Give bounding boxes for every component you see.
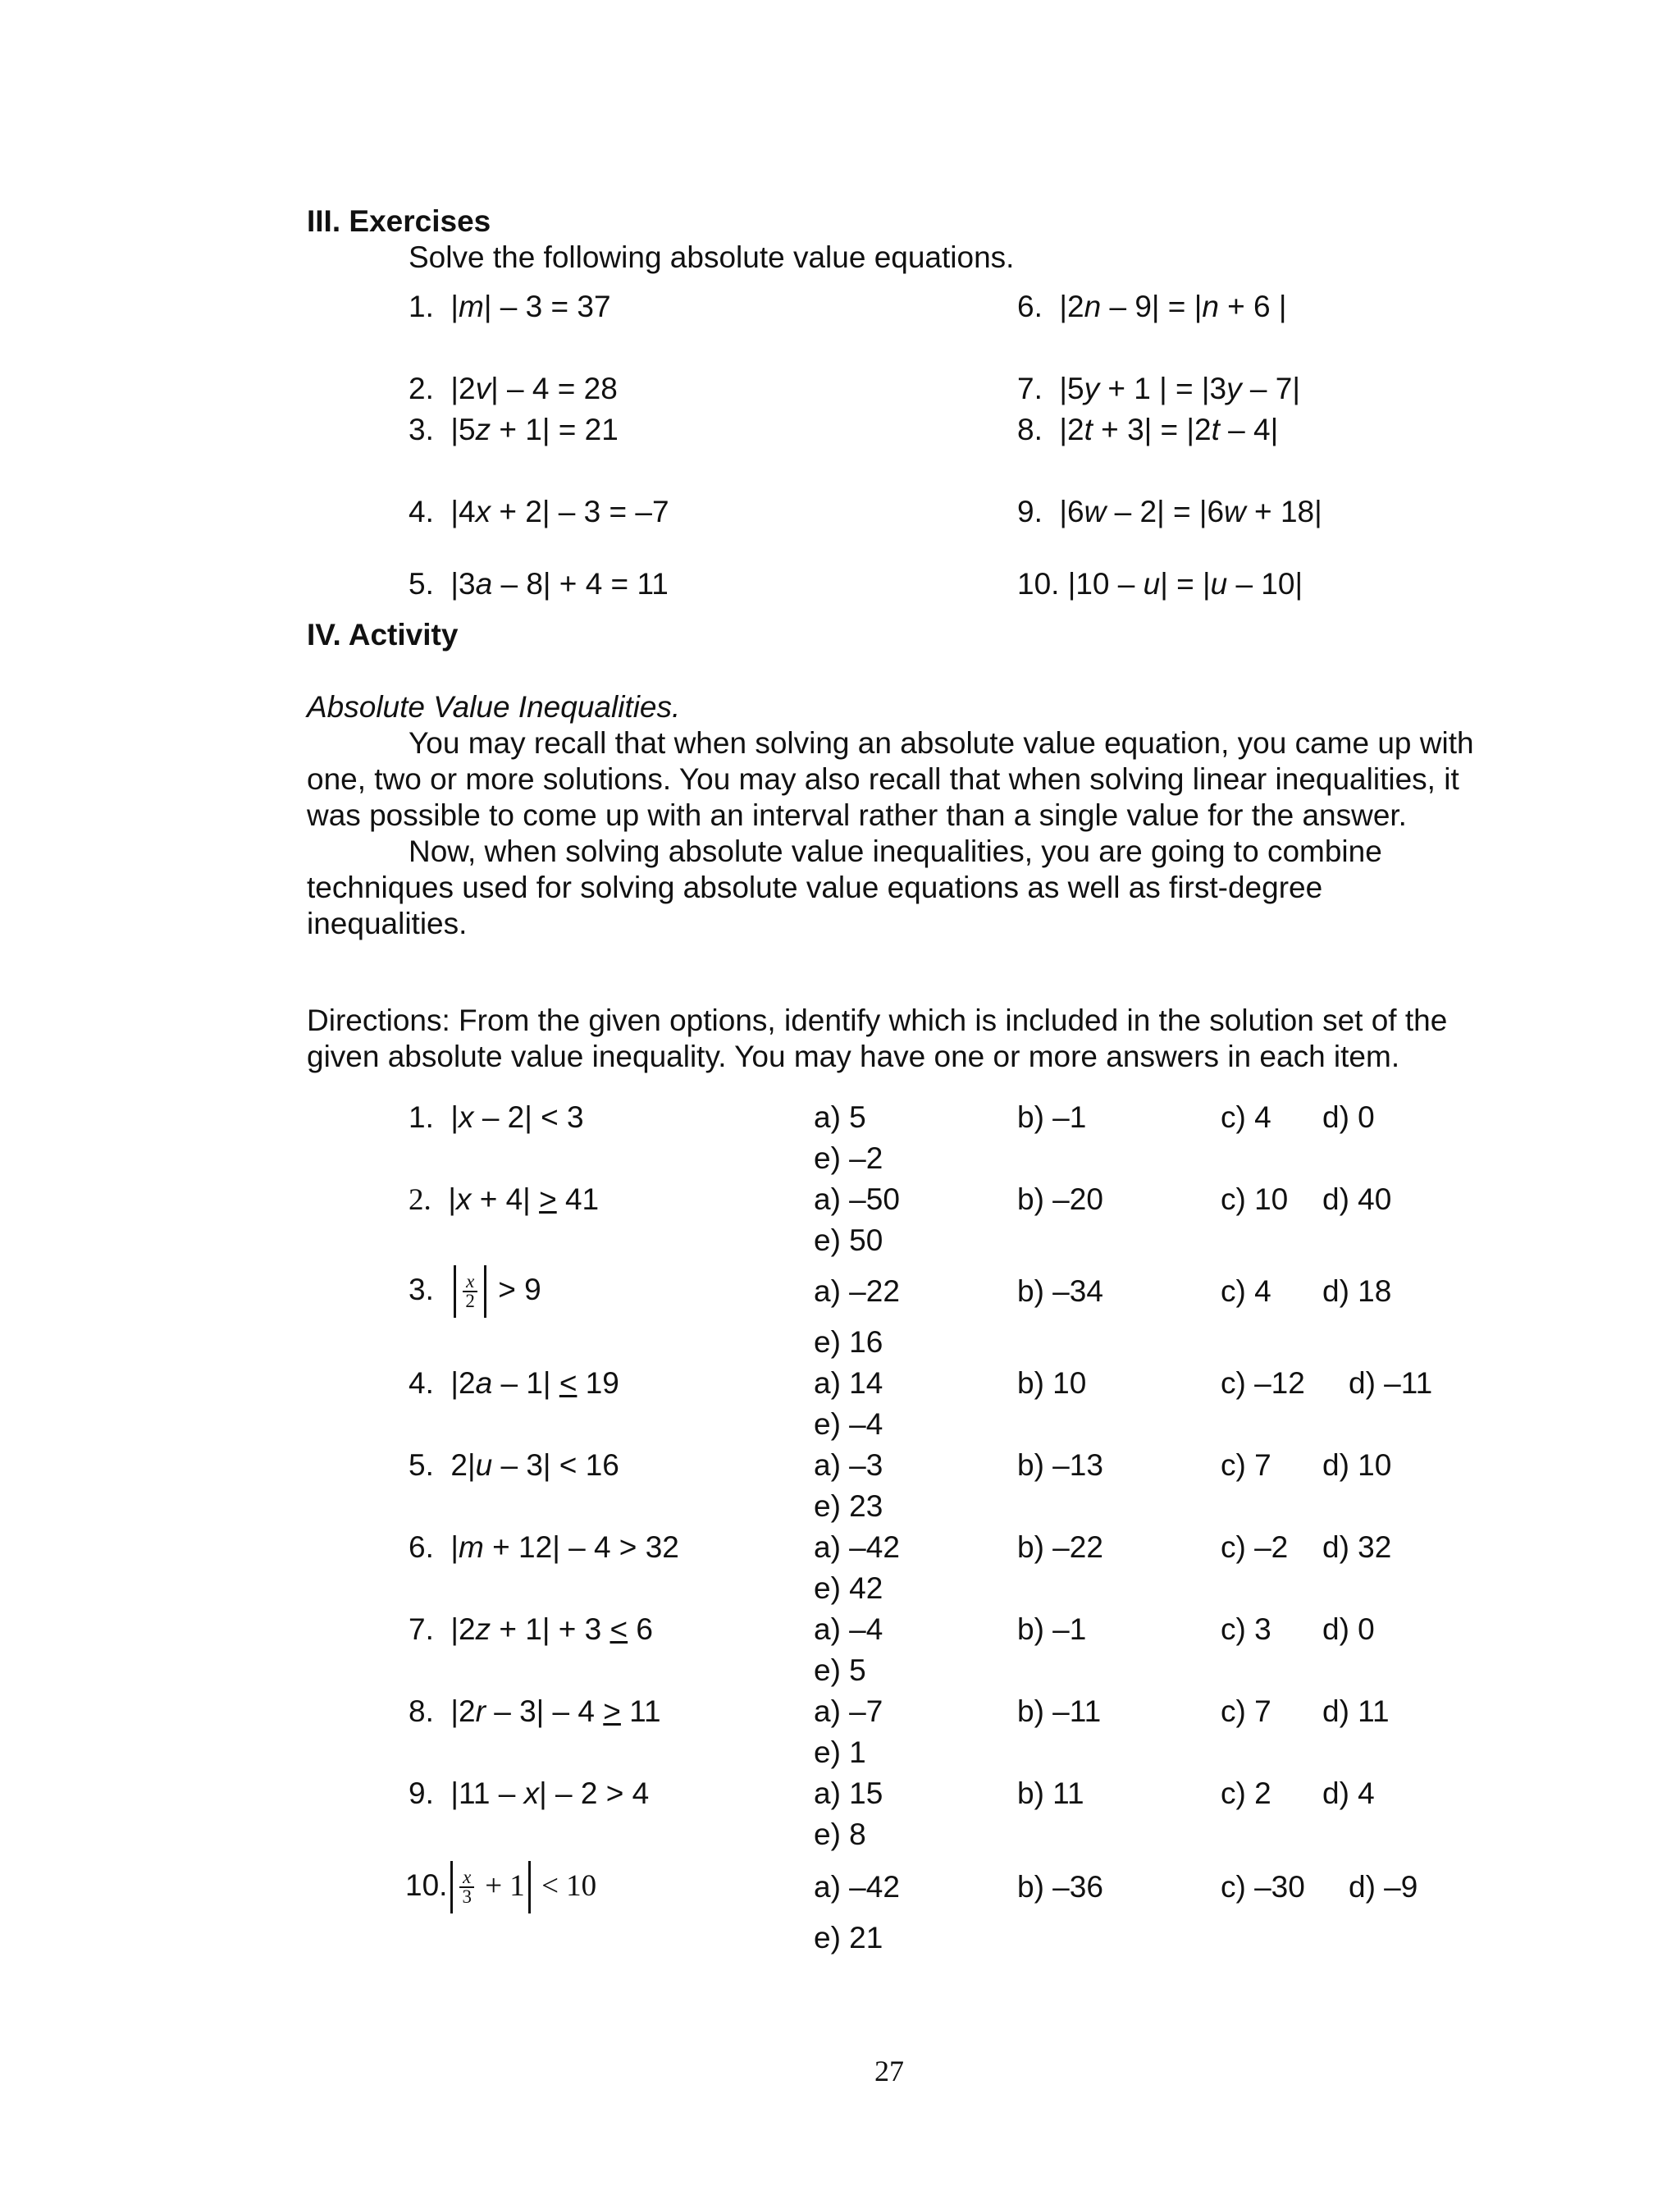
inequality-item: 10. $\frac{x}{3}$ + 1 < 10 [405, 1859, 596, 1913]
option-b: b) –1 [1017, 1100, 1087, 1134]
exercises-heading: III. Exercises [307, 204, 491, 238]
exercise-item: 7. |5y + 1 | = |3y – 7| [1017, 372, 1300, 405]
option-d: d) 40 [1322, 1182, 1392, 1216]
inequality-item: 9. |11 – x| – 2 > 4 [409, 1776, 650, 1810]
exercise-item: 3. |5z + 1| = 21 [409, 413, 619, 446]
inequality-item: 1. |x – 2| < 3 [409, 1100, 584, 1134]
option-d: d) 0 [1322, 1612, 1375, 1646]
option-d: d) 18 [1322, 1274, 1392, 1308]
option-d: d) –9 [1349, 1870, 1418, 1904]
option-c: c) –12 [1221, 1366, 1305, 1400]
option-c: c) 2 [1221, 1776, 1271, 1810]
activity-intro [307, 725, 1488, 942]
option-a: a) –3 [814, 1448, 883, 1482]
activity-directions: Directions: From the given options, identify which is included in the solution set of the given absolute value inequality. You may have one or more answers in each item. [307, 1004, 1448, 1073]
option-d: d) 0 [1322, 1100, 1375, 1134]
exercise-item: 8. |2t + 3| = |2t – 4| [1017, 413, 1279, 446]
option-c: c) 7 [1221, 1694, 1271, 1728]
option-d: d) 10 [1322, 1448, 1392, 1482]
fraction: $\frac{x}{2}$ [463, 1273, 477, 1310]
option-b: b) 10 [1017, 1366, 1087, 1400]
option-e: e) 21 [814, 1921, 883, 1955]
option-e: e) –4 [814, 1407, 883, 1441]
option-d: d) 4 [1322, 1776, 1375, 1810]
activity-subtitle: Absolute Value Inequalities. [307, 690, 681, 724]
option-b: b) –34 [1017, 1274, 1103, 1308]
exercise-item: 1. |m| – 3 = 37 [409, 290, 611, 323]
option-c: c) –2 [1221, 1530, 1289, 1564]
option-c: c) 4 [1221, 1100, 1271, 1134]
option-c: c) 7 [1221, 1448, 1271, 1482]
option-e: e) –2 [814, 1141, 883, 1175]
exercises-instruction: Solve the following absolute value equations. [409, 240, 1015, 274]
option-a: a) –22 [814, 1274, 900, 1308]
option-a: a) –42 [814, 1870, 900, 1904]
option-b: b) –11 [1017, 1694, 1102, 1728]
fraction: $\frac{x}{3}$ [459, 1868, 474, 1906]
option-a: a) –4 [814, 1612, 883, 1646]
option-e: e) 42 [814, 1571, 883, 1605]
option-e: e) 8 [814, 1817, 866, 1851]
inequality-item: 6. |m + 12| – 4 > 32 [409, 1530, 679, 1564]
option-a: a) –7 [814, 1694, 883, 1728]
option-b: b) 11 [1017, 1776, 1084, 1810]
option-e: e) 50 [814, 1223, 883, 1257]
option-a: a) 15 [814, 1776, 883, 1810]
inequality-item: 5. 2|u – 3| < 16 [409, 1448, 619, 1482]
activity-paragraph-1: You may recall that when solving an absolute value equation, you came up with one, two or more solutions. You may also recall that when solving linear inequalities, it was possible to come up with an interval rather than a single value for the answer. [307, 726, 1474, 832]
exercise-item: 2. |2v| – 4 = 28 [409, 372, 618, 405]
exercise-item: 4. |4x + 2| – 3 = –7 [409, 495, 669, 528]
option-d: d) 11 [1322, 1694, 1390, 1728]
option-a: a) 14 [814, 1366, 883, 1400]
inequality-item: 2. |x + 4| > 41 [409, 1182, 600, 1217]
abs-bar-right [484, 1265, 486, 1318]
inequality-item: 4. |2a – 1| < 19 [409, 1366, 619, 1400]
exercise-item: 6. |2n – 9| = |n + 6 | [1017, 290, 1287, 323]
option-a: a) –42 [814, 1530, 900, 1564]
option-e: e) 16 [814, 1325, 883, 1359]
exercise-item: 10. |10 – u| = |u – 10| [1017, 567, 1303, 601]
option-d: d) –11 [1349, 1366, 1433, 1400]
exercise-item: 5. |3a – 8| + 4 = 11 [409, 567, 669, 601]
option-b: b) –36 [1017, 1870, 1103, 1904]
abs-bar-left [454, 1265, 456, 1318]
option-c: c) 4 [1221, 1274, 1271, 1308]
abs-bar-right [528, 1861, 531, 1913]
option-d: d) 32 [1322, 1530, 1392, 1564]
option-a: a) 5 [814, 1100, 866, 1134]
option-c: c) 3 [1221, 1612, 1271, 1646]
abs-bar-left [450, 1861, 453, 1913]
activity-heading: IV. Activity [307, 618, 459, 652]
page-number: 27 [874, 2055, 904, 2087]
option-e: e) 1 [814, 1735, 866, 1769]
option-c: c) 10 [1221, 1182, 1289, 1216]
option-b: b) –1 [1017, 1612, 1087, 1646]
inequality-item: 7. |2z + 1| + 3 < 6 [409, 1612, 653, 1646]
option-b: b) –20 [1017, 1182, 1103, 1216]
option-a: a) –50 [814, 1182, 900, 1216]
activity-paragraph-2: Now, when solving absolute value inequalities, you are going to combine techniques used for solving absolute value equations as well as first-degree inequalities. [307, 834, 1382, 940]
option-c: c) –30 [1221, 1870, 1305, 1904]
option-e: e) 5 [814, 1653, 866, 1687]
option-b: b) –13 [1017, 1448, 1103, 1482]
option-e: e) 23 [814, 1489, 883, 1523]
option-b: b) –22 [1017, 1530, 1103, 1564]
exercise-item: 9. |6w – 2| = |6w + 18| [1017, 495, 1322, 528]
inequality-item: 8. |2r – 3| – 4 > 11 [409, 1694, 661, 1728]
inequality-item: 3. $\frac{x}{2}$ > 9 [409, 1264, 541, 1318]
